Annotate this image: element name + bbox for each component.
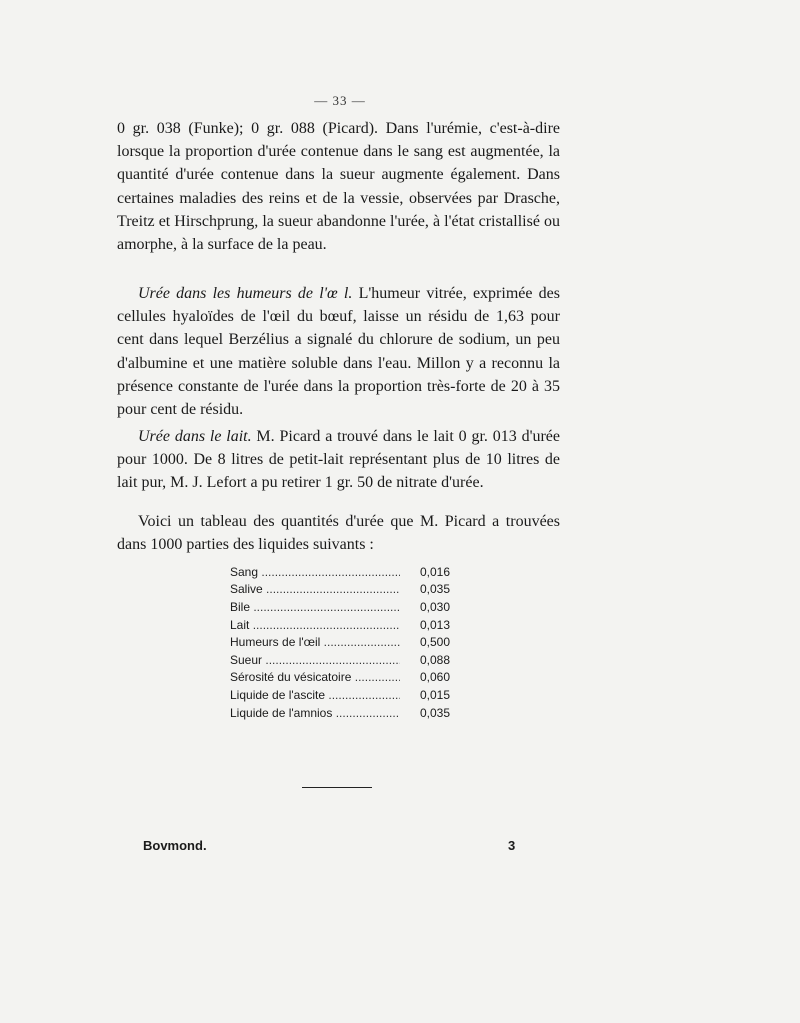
urea-value: 0,015 xyxy=(419,687,450,702)
fluid-name: Sérosité du vésicatoire ..... xyxy=(230,670,400,684)
sheet-signature-mark: 3 xyxy=(508,838,516,853)
fluid-name: Sueur ..... xyxy=(230,653,400,667)
paragraph-milk-text: M. Picard a trouvé dans le lait 0 gr. 013 d'urée pour 1000. De 8 litres de petit-lait représentant plus de 10 litres de lait pur, M. J. Lefort a pu retirer 1 gr. 50 de nitrate d'urée. xyxy=(117,428,561,492)
section-heading-milk: Urée dans le lait. xyxy=(138,428,252,445)
urea-value: 0,060 xyxy=(419,670,450,685)
printer-signature: Bovmond. xyxy=(143,838,207,853)
urea-value: 0,016 xyxy=(419,564,450,579)
paragraph-eye-text: L'humeur vitrée, exprimée des cellules hyaloïdes de l'œil du bœuf, laisse un résidu de 1,63 pour cent dans lequel Berzélius a signalé du chlorure de sodium, un peu d'albumine et une matière soluble dans l'eau. Millon y a reconnu la présence constante de l'urée dans la proportion très-forte de 20 à 35 pour cent de résidu. xyxy=(117,285,560,419)
table-row xyxy=(230,616,450,634)
urea-value: 0,500 xyxy=(419,635,450,650)
urea-value: 0,035 xyxy=(419,705,450,720)
table-row xyxy=(230,598,450,616)
urea-value: 0,013 xyxy=(419,617,450,632)
paragraph-table-intro: Voici un tableau des quantités d'urée que M. Picard a trouvées dans 1000 parties des liquides suivants : xyxy=(117,513,560,554)
fluid-name: Liquide de l'amnios ..... xyxy=(230,706,400,720)
urea-value: 0,030 xyxy=(419,599,450,614)
table-row xyxy=(230,633,450,651)
urea-value: 0,088 xyxy=(419,652,450,667)
fluid-name: Bile ..... xyxy=(230,600,400,614)
fluid-name: Salive ..... xyxy=(230,582,400,596)
fluid-name: Liquide de l'ascite ..... xyxy=(230,688,400,702)
table-row xyxy=(230,704,450,722)
table-row xyxy=(230,686,450,704)
section-divider-rule xyxy=(302,787,372,788)
table-row xyxy=(230,669,450,687)
urea-quantities-table xyxy=(230,563,450,721)
urea-value: 0,035 xyxy=(419,582,450,597)
paragraph-milk xyxy=(117,425,560,495)
paragraph-eye-humours xyxy=(117,282,560,421)
section-heading-eye: Urée dans les humeurs de l'œ l. xyxy=(138,285,353,302)
fluid-name: Sang ..... xyxy=(230,565,400,579)
fluid-name: Humeurs de l'œil ..... xyxy=(230,635,400,649)
table-row xyxy=(230,563,450,581)
table-row xyxy=(230,651,450,669)
paragraph-sweat-urea: 0 gr. 038 (Funke); 0 gr. 088 (Picard). Dans l'urémie, c'est-à-dire lorsque la proportion d'urée contenue dans le sang est augmentée, la quantité d'urée contenue dans la sueur augmente également. Dans certaines maladies des reins et de la vessie, observées par Drasche, Treitz et Hirschprung, la sueur abandonne l'urée, à l'état cristallisé ou amorphe, à la surface de la peau. xyxy=(117,120,560,254)
page-number: — 33 — xyxy=(314,93,366,108)
table-row xyxy=(230,581,450,599)
fluid-name: Lait ..... xyxy=(230,618,400,632)
